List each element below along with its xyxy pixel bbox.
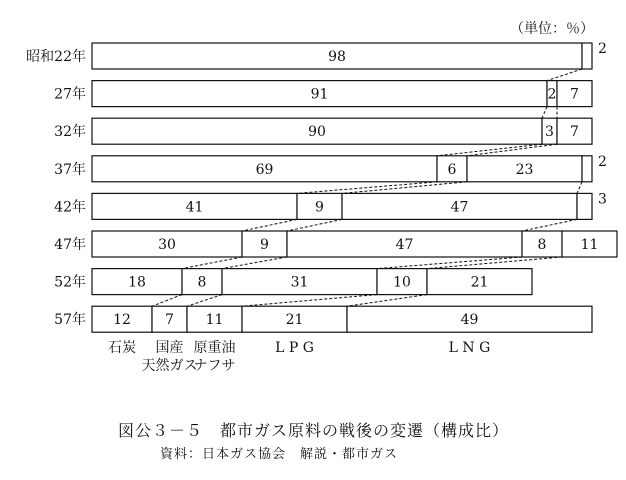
- data-label: 3: [598, 191, 607, 208]
- data-label: 11: [580, 237, 599, 253]
- series-label: L N G: [448, 340, 491, 357]
- connector-line: [522, 219, 577, 231]
- series-label: 石炭: [108, 340, 136, 357]
- data-label: 7: [570, 124, 579, 141]
- data-label: 7: [570, 86, 579, 103]
- category-label: 昭和22年: [26, 49, 86, 65]
- data-label: 9: [315, 199, 324, 216]
- bar-segment: [577, 193, 592, 219]
- category-label: 47年: [54, 237, 86, 253]
- data-label: 6: [447, 161, 457, 178]
- series-label: L P G: [275, 340, 314, 357]
- data-label: 91: [310, 86, 329, 103]
- data-label: 23: [515, 161, 534, 178]
- data-label: 41: [185, 199, 204, 216]
- data-label: 3: [545, 124, 554, 141]
- category-label: 52年: [54, 274, 86, 291]
- data-label: 10: [393, 274, 411, 291]
- data-label: 9: [260, 237, 269, 253]
- figure-source: 資料：日本ガス協会 解説・都市ガス: [160, 447, 399, 462]
- connector-line: [342, 182, 467, 194]
- data-label: 49: [460, 312, 479, 329]
- bar-segment: [582, 156, 592, 182]
- connector-line: [542, 107, 547, 119]
- data-label: 69: [255, 161, 274, 178]
- data-label: 8: [537, 237, 547, 253]
- category-label: 27年: [54, 86, 86, 103]
- category-label: 42年: [54, 199, 86, 216]
- data-label: 18: [128, 274, 146, 291]
- unit-label: （単位：％）: [510, 21, 594, 37]
- data-label: 90: [308, 124, 326, 141]
- category-label: 37年: [54, 161, 86, 178]
- series-label: 国産: [155, 340, 184, 357]
- connector-line: [467, 144, 557, 156]
- category-label: 57年: [54, 312, 86, 329]
- data-label: 2: [547, 86, 557, 103]
- data-label: 31: [290, 274, 309, 291]
- connector-line: [287, 219, 342, 231]
- category-label: 32年: [54, 124, 86, 141]
- data-label: 47: [395, 237, 414, 253]
- data-label: 11: [205, 312, 224, 329]
- data-label: 98: [328, 49, 346, 65]
- figure-caption: 図公３－５ 都市ガス原料の戦後の変遷（構成比）: [118, 421, 510, 440]
- data-label: 21: [285, 312, 304, 329]
- data-label: 8: [197, 274, 207, 291]
- data-label: 2: [598, 41, 607, 57]
- series-label: 天然ガス: [141, 358, 198, 375]
- connector-line: [182, 257, 242, 269]
- connector-line: [152, 295, 182, 307]
- connector-line: [187, 295, 222, 307]
- data-label: 21: [470, 274, 489, 291]
- data-label: 7: [165, 312, 174, 329]
- data-label: 12: [113, 312, 131, 329]
- connector-line: [437, 144, 542, 156]
- series-label: 原重油: [193, 340, 236, 357]
- connector-line: [297, 182, 437, 194]
- data-label: 47: [450, 199, 469, 216]
- bar-segment: [582, 43, 592, 69]
- connector-line: [242, 219, 297, 231]
- connector-line: [347, 295, 427, 307]
- series-label: ナフサ: [193, 358, 236, 375]
- connector-line: [547, 69, 582, 81]
- data-label: 2: [598, 153, 607, 170]
- connector-line: [577, 182, 582, 194]
- data-label: 30: [158, 237, 176, 253]
